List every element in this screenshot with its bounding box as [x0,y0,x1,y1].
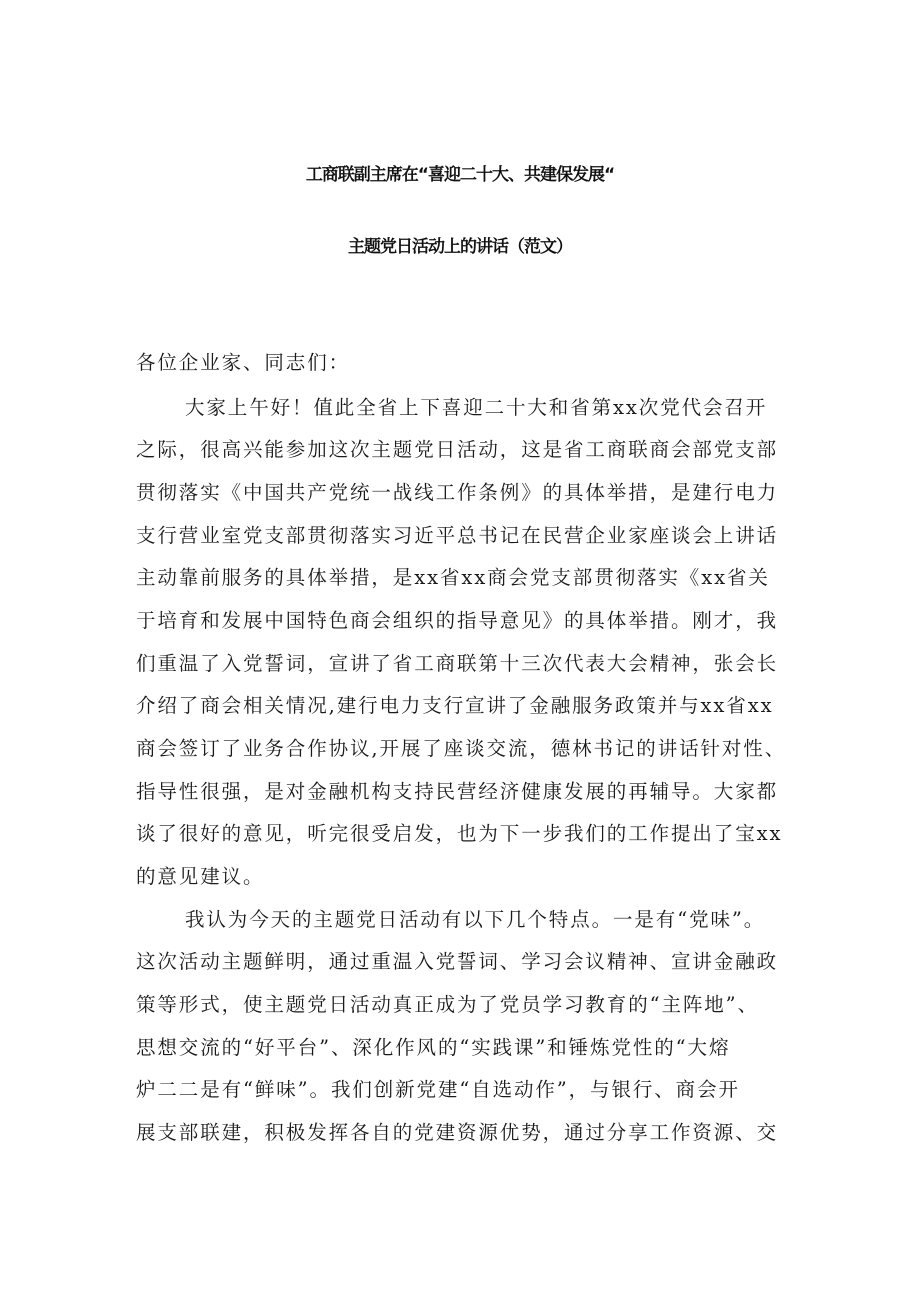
paragraph-line: 之际，很高兴能参加这次主题党日活动，这是省工商联商会部党支部 [136,438,779,461]
paragraph-line: 这次活动主题鲜明，通过重温入党誓词、学习会议精神、宣讲金融政 [136,950,779,973]
paragraph-line: 们重温了入党誓词，宣讲了省工商联第十三次代表大会精神，张会长 [136,652,779,675]
paragraph-line: 策等形式，使主题党日活动真正成为了党员学习教育的“主阵地”、 [136,993,759,1016]
paragraph-line: 大家上午好！值此全省上下喜迎二十大和省第xx次党代会召开 [185,396,768,419]
paragraph-line: 展支部联建，积极发挥各自的党建资源优势，通过分享工作资源、交 [136,1121,779,1144]
paragraph-line: 我认为今天的主题党日活动有以下几个特点。一是有“党味”。 [185,908,766,931]
paragraph-line: 炉二二是有“鲜味”。我们创新党建“自选动作”，与银行、商会开 [136,1078,740,1101]
paragraph-line: 主动靠前服务的具体举措，是xx省xx商会党支部贯彻落实《xx省关 [136,566,770,589]
document-title-line-1: 工商联副主席在“喜迎二十大、共建保发展“ [305,165,615,185]
paragraph-line: 指导性很强，是对金融机构支持民营经济健康发展的再辅导。大家都 [136,780,779,803]
salutation: 各位企业家、同志们： [136,351,351,374]
paragraph-line: 介绍了商会相关情况,建行电力支行宣讲了金融服务政策并与xx省xx [136,694,774,717]
paragraph-line: 思想交流的“好平台”、深化作风的“实践课”和锤炼党性的“大熔 [136,1036,731,1059]
paragraph-line: 支行营业室党支部贯彻落实习近平总书记在民营企业家座谈会上讲话 [136,524,779,547]
paragraph-line: 贯彻落实《中国共产党统一战线工作条例》的具体举措，是建行电力 [136,481,779,504]
paragraph-line: 商会签订了业务合作协议,开展了座谈交流，德林书记的讲话针对性、 [136,737,787,760]
paragraph-line: 的意见建议。 [136,865,265,888]
document-title-line-2: 主题党日活动上的讲话（范文） [348,237,572,257]
paragraph-line: 谈了很好的意见，听完很受启发，也为下一步我们的工作提出了宝xx [136,822,783,845]
paragraph-line: 于培育和发展中国特色商会组织的指导意见》的具体举措。刚才，我 [136,609,779,632]
